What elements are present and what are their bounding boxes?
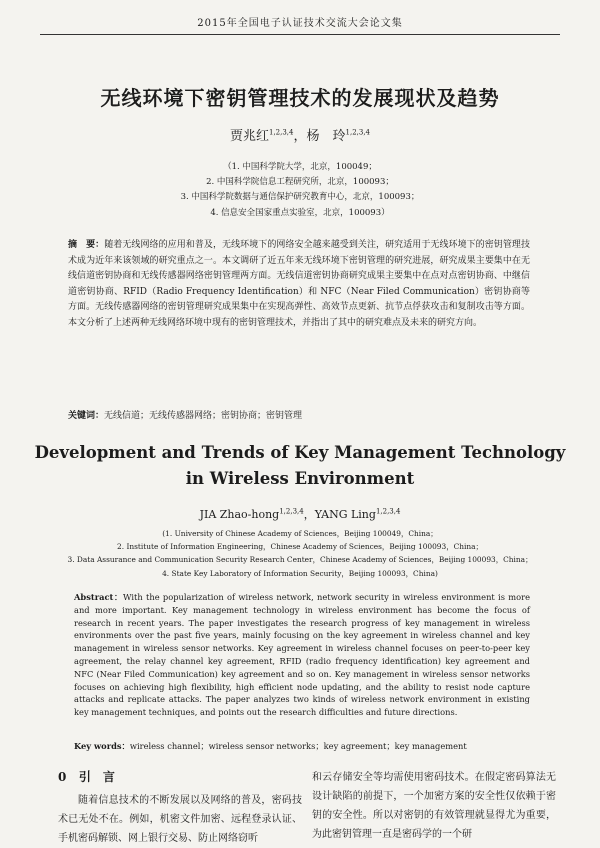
english-title-line: Development and Trends of Key Management Technology (34, 443, 566, 462)
english-abstract (74, 591, 530, 719)
section-heading (58, 768, 302, 787)
author-affil-mark: 1,2,3,4 (279, 507, 304, 516)
keywords-text: wireless channel；wireless sensor networks；key agreement；key management (129, 741, 467, 751)
author-separator: ， (293, 129, 307, 144)
affiliation-line: 2. Institute of Information Engineering，Chinese Academy of Sciences，Beijing 100093，China； (117, 542, 483, 552)
chinese-affiliations (0, 160, 600, 221)
affiliation-line: （1. 中国科学院大学，北京，100049； (223, 162, 377, 172)
affiliation-line: 4. State Key Laboratory of Information Security，Beijing 100093，China) (162, 568, 438, 578)
section-number: 0 (58, 770, 67, 784)
affiliation-line: 3. Data Assurance and Communication Security Research Center，Chinese Academy of Sciences，Beijing 100093，China； (67, 555, 533, 565)
keywords-text: 无线信道；无线传感器网络；密钥协商；密钥管理 (104, 411, 303, 421)
author-name: YANG Ling (314, 508, 376, 521)
keywords-label: Key words： (74, 741, 130, 751)
author-name: 贾兆红 (229, 129, 269, 144)
author-separator: ， (303, 508, 315, 521)
english-keywords (74, 740, 530, 752)
author-affil-mark: 1,2,3,4 (345, 128, 371, 137)
chinese-abstract (68, 238, 530, 331)
author-name: 杨 玲 (306, 129, 346, 144)
affiliation-line: 3. 中国科学院数据与通信保护研究教育中心，北京，100093； (180, 192, 420, 203)
section-title: 引 言 (78, 770, 115, 784)
running-head: 2015年全国电子认证技术交流大会论文集 (40, 14, 560, 35)
affiliation-line: 4. 信息安全国家重点实验室，北京，100093） (210, 207, 390, 218)
english-affiliations (0, 527, 600, 580)
abstract-label: Abstract： (74, 592, 123, 602)
affiliation-line: 2. 中国科学院信息工程研究所，北京，100093； (206, 177, 394, 188)
affiliation-line: (1. University of Chinese Academy of Sciences，Beijing 100049，China； (162, 529, 438, 538)
author-name: JIA Zhao-hong (199, 508, 280, 521)
author-affil-mark: 1,2,3,4 (268, 128, 294, 137)
body-right-column (312, 768, 556, 844)
abstract-text: With the popularization of wireless network, network security in wireless environment is more and more important. Key management technology in wireless environment has become the focus of research in recent years. The paper investigates the research progress of key management in wireless environments over the past five years, mainly focusing on the key agreement in wireless channel and key management in wireless sensor networks. Key agreement in wireless channel focuses on peer-to-peer key agreement, the relay channel key agreement, RFID (radio frequency identification) key agreement and NFC (Near Filed Communication) key agreement and so on. Key management in wireless sensor networks focuses on achieving high flexibility, high efficient node updating, and the ability to resist node capture attacks and replicate attacks. The paper analyzes two kinds of wireless network environment in existing key management techniques, and points out the research difficulties and future directions. (74, 592, 530, 718)
abstract-text: 随着无线网络的应用和普及，无线环境下的网络安全越来越受到关注，研究适用于无线环境下的密钥管理技术成为近年来该领域的研究重点之一。本文调研了近五年来无线环境下密钥管理的研究进展，研究成果主要集中在无线信道密钥协商和无线传感器网络密钥管理两方面。无线信道密钥协商研究成果主要集中在点对点密钥协商、中继信道密钥协商、RFID（Radio Frequency Identification）和 NFC（Near Filed Communication）密钥协商等方面。无线传感器网络的密钥管理研究成果集中在实现高弹性、高效节点更新、抗节点俘获攻击和复制攻击等方面。本文分析了上述两种无线网络环境中现有的密钥管理技术，并指出了其中的研究难点及未来的研究方向。 (68, 240, 530, 328)
body-left-column (58, 768, 302, 848)
chinese-authors (0, 125, 600, 144)
author-affil-mark: 1,2,3,4 (375, 507, 401, 516)
abstract-label: 摘 要： (68, 240, 105, 250)
english-authors (0, 506, 600, 522)
body-paragraph: 和云存储安全等均需使用密码技术。在假定密码算法无设计缺陷的前提下，一个加密方案的安全性仅依赖于密钥的安全性。所以对密钥的有效管理就显得尤为重要，为此密钥管理一直是密码学的一个研 (312, 772, 556, 840)
chinese-keywords (68, 408, 530, 421)
chinese-title: 无线环境下密钥管理技术的发展现状及趋势 (100, 86, 500, 110)
keywords-label: 关键词： (68, 411, 105, 421)
body-paragraph: 随着信息技术的不断发展以及网络的普及，密码技术已无处不在。例如，机密文件加密、远程登录认证、手机密码解锁、网上银行交易、防止网络窃听 (58, 795, 302, 844)
english-title (0, 440, 600, 492)
english-title-line: in Wireless Environment (185, 469, 415, 488)
